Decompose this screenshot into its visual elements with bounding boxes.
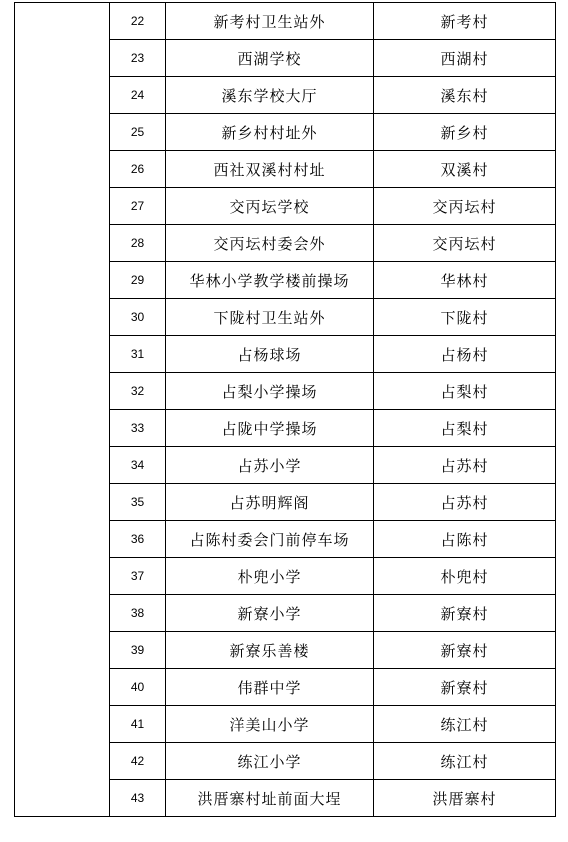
village-name: 占梨村 bbox=[374, 410, 556, 447]
village-name: 练江村 bbox=[374, 743, 556, 780]
polling-site-name: 新考村卫生站外 bbox=[166, 3, 374, 40]
village-name: 溪东村 bbox=[374, 77, 556, 114]
village-name: 占梨村 bbox=[374, 373, 556, 410]
row-number: 43 bbox=[110, 780, 166, 817]
village-name: 占陈村 bbox=[374, 521, 556, 558]
village-name: 洪厝寨村 bbox=[374, 780, 556, 817]
table-row bbox=[15, 3, 556, 40]
row-number: 23 bbox=[110, 40, 166, 77]
polling-site-name: 伟群中学 bbox=[166, 669, 374, 706]
polling-site-name: 下陇村卫生站外 bbox=[166, 299, 374, 336]
village-name: 双溪村 bbox=[374, 151, 556, 188]
row-number: 29 bbox=[110, 262, 166, 299]
row-number: 27 bbox=[110, 188, 166, 225]
row-number: 33 bbox=[110, 410, 166, 447]
polling-site-name: 华林小学教学楼前操场 bbox=[166, 262, 374, 299]
polling-site-name: 交丙坛村委会外 bbox=[166, 225, 374, 262]
village-name: 占苏村 bbox=[374, 447, 556, 484]
row-number: 38 bbox=[110, 595, 166, 632]
row-number: 32 bbox=[110, 373, 166, 410]
row-number: 37 bbox=[110, 558, 166, 595]
polling-site-name: 西社双溪村村址 bbox=[166, 151, 374, 188]
village-name: 新乡村 bbox=[374, 114, 556, 151]
village-name: 新寮村 bbox=[374, 595, 556, 632]
row-number: 39 bbox=[110, 632, 166, 669]
polling-site-name: 新寮小学 bbox=[166, 595, 374, 632]
polling-site-name: 占苏明辉阁 bbox=[166, 484, 374, 521]
polling-site-name: 交丙坛学校 bbox=[166, 188, 374, 225]
village-name: 朴兜村 bbox=[374, 558, 556, 595]
village-name: 西湖村 bbox=[374, 40, 556, 77]
polling-site-name: 西湖学校 bbox=[166, 40, 374, 77]
polling-site-name: 溪东学校大厅 bbox=[166, 77, 374, 114]
polling-site-name: 占陈村委会门前停车场 bbox=[166, 521, 374, 558]
village-name: 下陇村 bbox=[374, 299, 556, 336]
row-number: 26 bbox=[110, 151, 166, 188]
village-name: 新考村 bbox=[374, 3, 556, 40]
table-body bbox=[15, 3, 556, 817]
polling-site-name: 朴兜小学 bbox=[166, 558, 374, 595]
polling-site-name: 占陇中学操场 bbox=[166, 410, 374, 447]
polling-site-name: 占苏小学 bbox=[166, 447, 374, 484]
row-number: 25 bbox=[110, 114, 166, 151]
village-name: 华林村 bbox=[374, 262, 556, 299]
village-name: 练江村 bbox=[374, 706, 556, 743]
row-number: 40 bbox=[110, 669, 166, 706]
polling-site-name: 新乡村村址外 bbox=[166, 114, 374, 151]
village-name: 新寮村 bbox=[374, 669, 556, 706]
row-number: 34 bbox=[110, 447, 166, 484]
row-number: 30 bbox=[110, 299, 166, 336]
row-number: 31 bbox=[110, 336, 166, 373]
polling-site-name: 练江小学 bbox=[166, 743, 374, 780]
row-number: 35 bbox=[110, 484, 166, 521]
row-number: 24 bbox=[110, 77, 166, 114]
row-number: 42 bbox=[110, 743, 166, 780]
row-number: 28 bbox=[110, 225, 166, 262]
village-name: 占杨村 bbox=[374, 336, 556, 373]
merged-town-cell bbox=[15, 3, 110, 817]
village-name: 占苏村 bbox=[374, 484, 556, 521]
polling-site-name: 占梨小学操场 bbox=[166, 373, 374, 410]
village-name: 新寮村 bbox=[374, 632, 556, 669]
village-name: 交丙坛村 bbox=[374, 225, 556, 262]
polling-site-table bbox=[14, 2, 556, 817]
polling-site-name: 占杨球场 bbox=[166, 336, 374, 373]
village-name: 交丙坛村 bbox=[374, 188, 556, 225]
polling-site-name: 洪厝寨村址前面大埕 bbox=[166, 780, 374, 817]
polling-site-name: 新寮乐善楼 bbox=[166, 632, 374, 669]
polling-site-name: 洋美山小学 bbox=[166, 706, 374, 743]
row-number: 36 bbox=[110, 521, 166, 558]
row-number: 41 bbox=[110, 706, 166, 743]
row-number: 22 bbox=[110, 3, 166, 40]
